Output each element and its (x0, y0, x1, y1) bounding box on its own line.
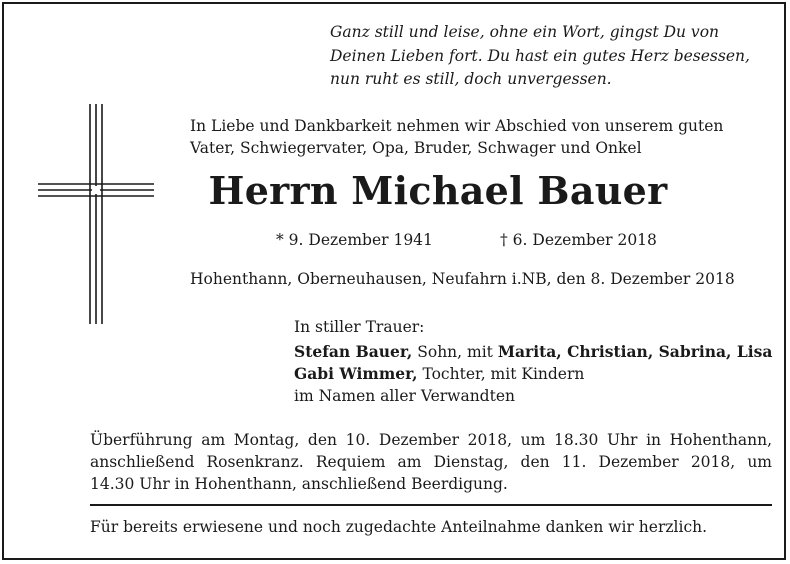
mourners-line-2 (294, 364, 584, 384)
poem-line-2: Deinen Lieben fort. Du hast ein gutes Herz besessen, (330, 47, 750, 65)
intro-line-2: Vater, Schwiegervater, Opa, Bruder, Schwager und Onkel (190, 139, 642, 157)
mourners-line-1 (294, 342, 772, 362)
poem-line-3: nun ruht es still, doch unvergessen. (330, 70, 612, 88)
funeral-line-1: Überführung am Montag, den 10. Dezember 2018, um 18.30 Uhr in Hohenthann, (90, 431, 772, 449)
mourner-name: Stefan Bauer, (294, 342, 413, 361)
mourners-line-3: im Namen aller Verwandten (294, 387, 515, 405)
mourner-relation: Tochter, mit Kindern (417, 365, 585, 383)
mourning-heading: In stiller Trauer: (294, 318, 425, 336)
place-date: Hohenthann, Oberneuhausen, Neufahrn i.NB, den 8. Dezember 2018 (190, 270, 735, 288)
birth-date: * 9. Dezember 1941 (276, 231, 433, 249)
obituary-notice (2, 2, 786, 560)
death-date: † 6. Dezember 2018 (500, 231, 657, 249)
divider (90, 504, 772, 506)
funeral-line-3: 14.30 Uhr in Hohenthann, anschließend Beerdigung. (90, 475, 508, 493)
deceased-name: Herrn Michael Bauer (208, 168, 668, 213)
thanks-line: Für bereits erwiesene und noch zugedachte Anteilnahme danken wir herzlich. (90, 518, 708, 536)
mourner-names: Marita, Christian, Sabrina, Lisa (497, 342, 773, 361)
poem-line-1: Ganz still und leise, ohne ein Wort, gingst Du von (330, 23, 720, 41)
mourner-name: Gabi Wimmer, (294, 364, 418, 383)
funeral-line-2: anschließend Rosenkranz. Requiem am Dienstag, den 11. Dezember 2018, um (90, 453, 772, 471)
intro-line-1: In Liebe und Dankbarkeit nehmen wir Abschied von unserem guten (190, 117, 724, 135)
mourner-relation: Sohn, mit (412, 343, 498, 361)
